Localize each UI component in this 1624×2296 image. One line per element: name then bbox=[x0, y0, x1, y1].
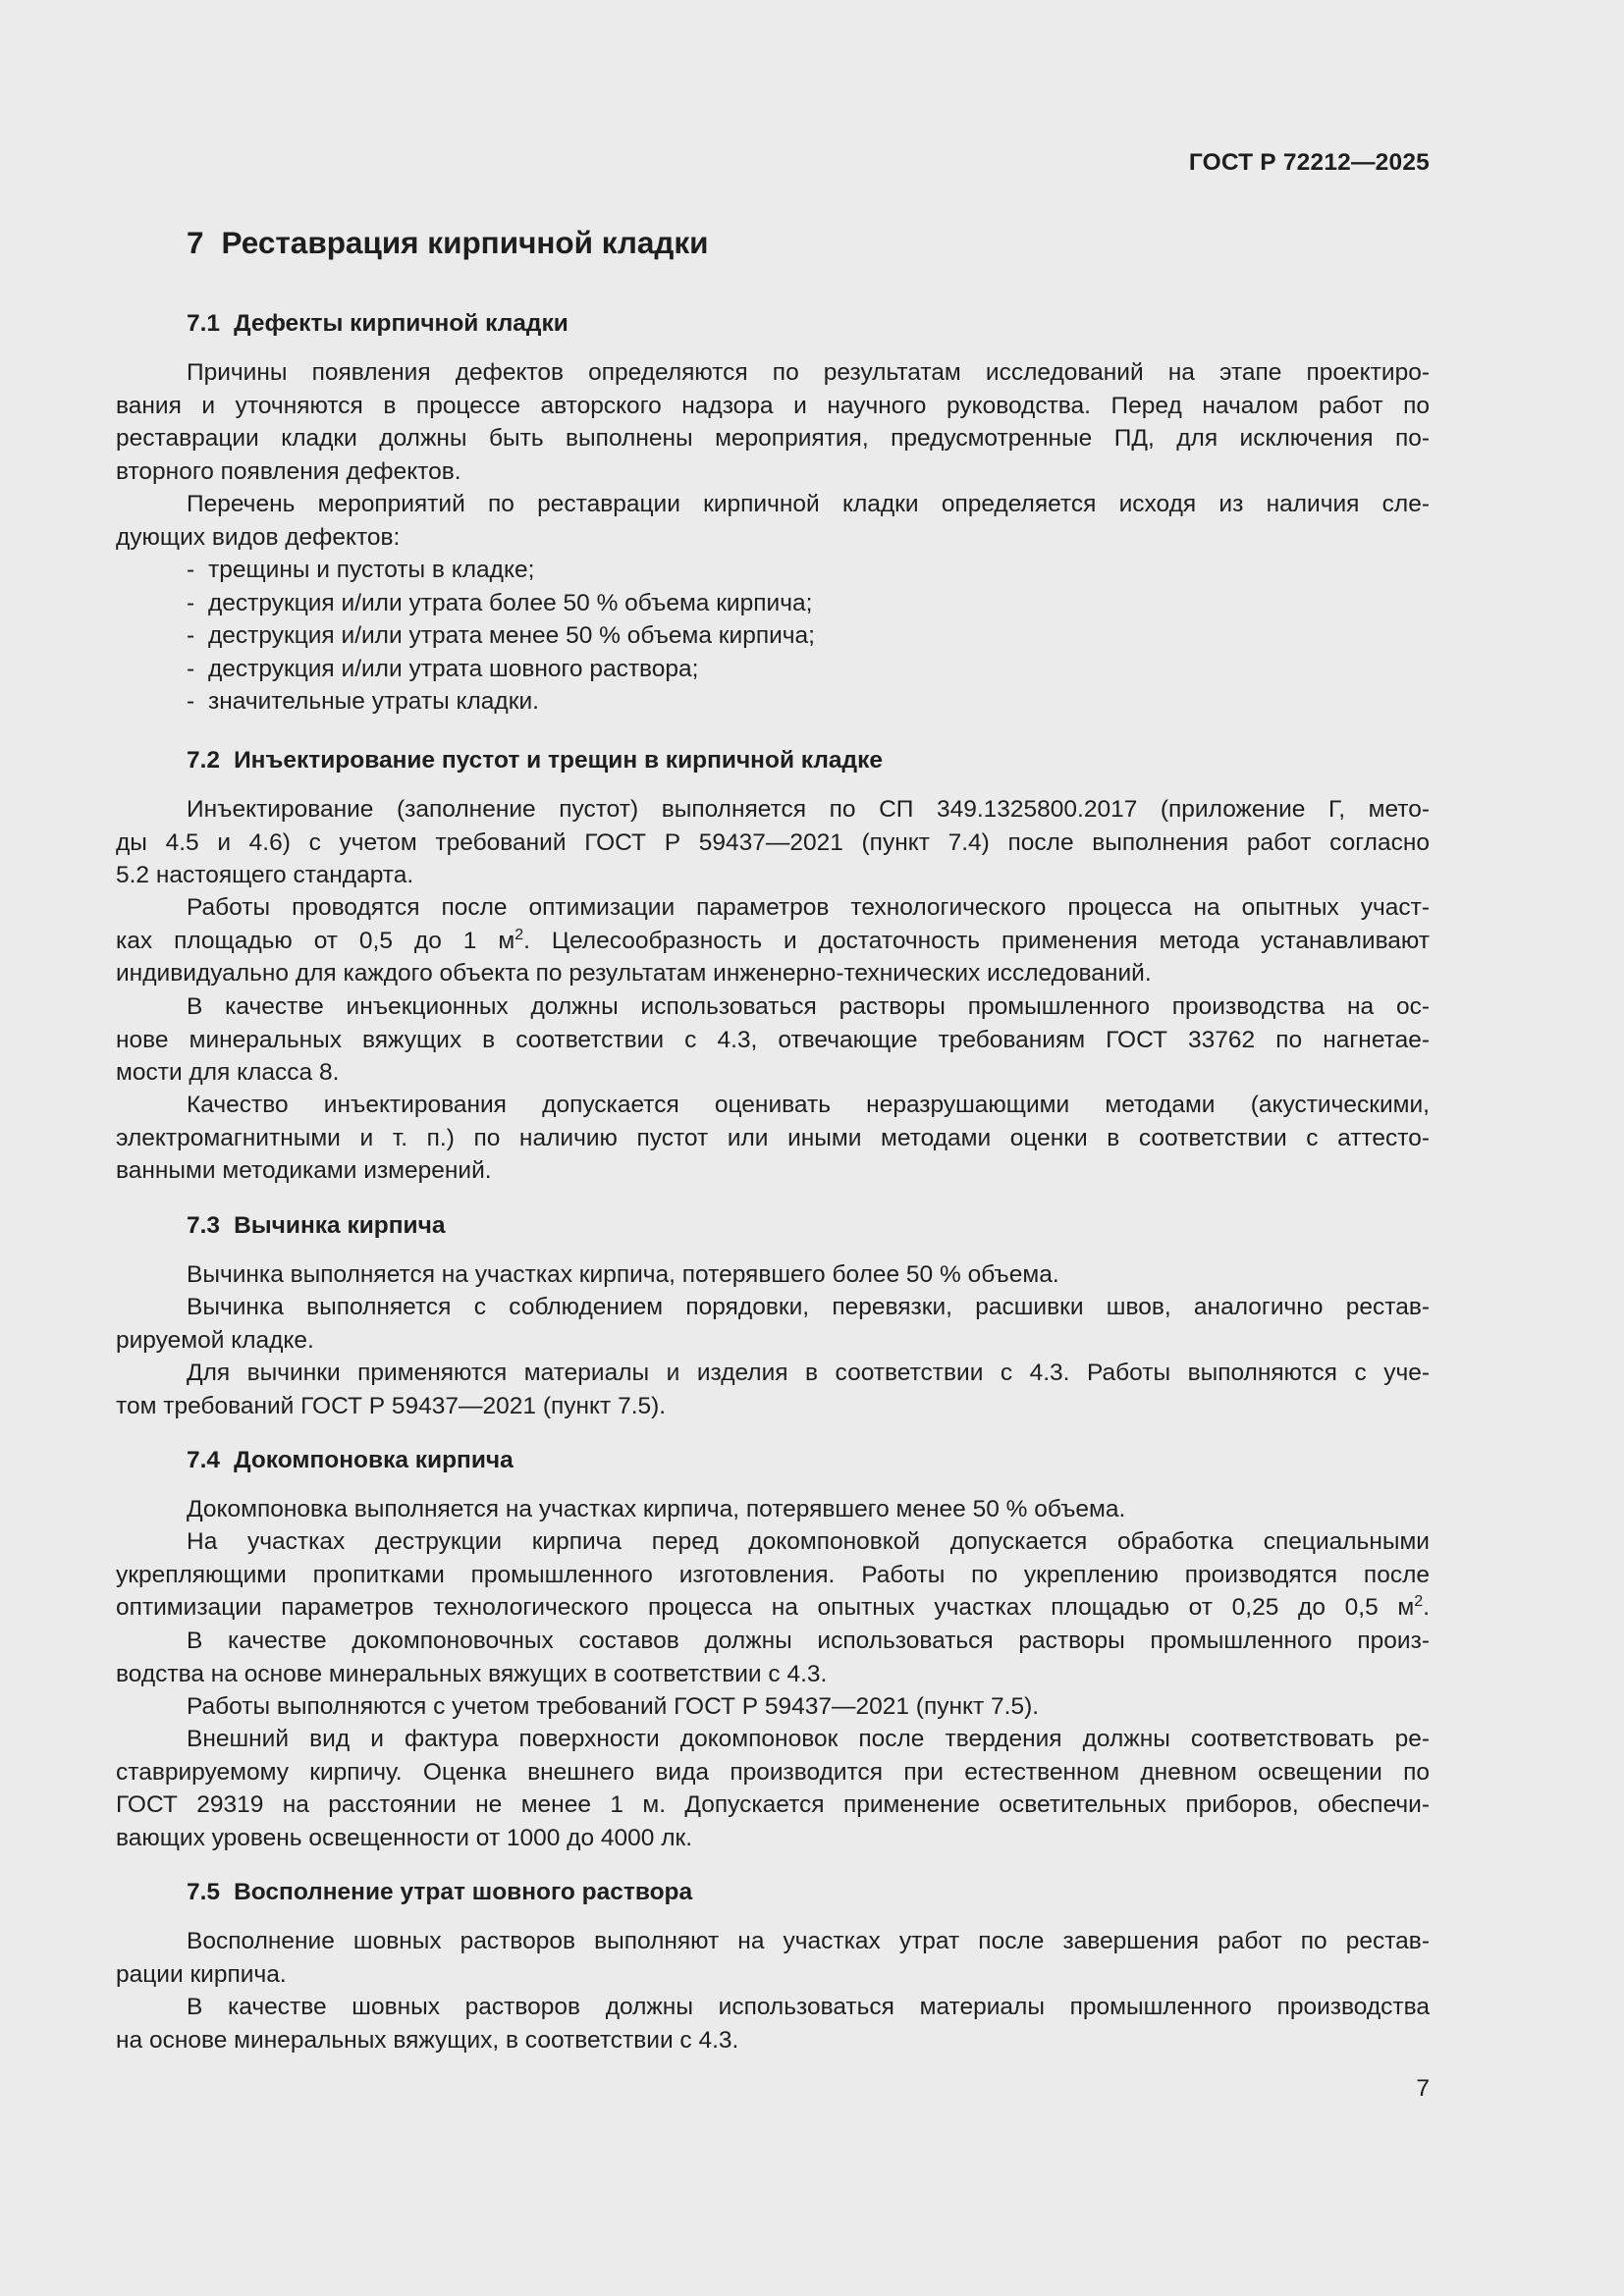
list-item: - деструкция и/или утрата менее 50 % объема кирпича; bbox=[187, 622, 815, 649]
subsection-7-2-title bbox=[187, 747, 883, 774]
list-item: - деструкция и/или утрата более 50 % объема кирпича; bbox=[187, 589, 813, 616]
text-line: том требований ГОСТ Р 59437—2021 (пункт 7.5). bbox=[116, 1392, 667, 1419]
text-line: ды 4.5 и 4.6) с учетом требований ГОСТ Р 59437—2021 (пункт 7.4) после выполнения работ согласно bbox=[116, 828, 1430, 856]
text-line: вторного появления дефектов. bbox=[116, 457, 461, 485]
paragraph-7-1-1 bbox=[116, 356, 1430, 488]
text-line: ванными методиками измерений. bbox=[116, 1157, 492, 1184]
paragraph-7-2-4 bbox=[116, 1089, 1430, 1188]
text-line: Инъектирование (заполнение пустот) выполняется по СП 349.1325800.2017 (приложение Г, мето- bbox=[187, 796, 1430, 823]
text-line: В качестве докомпоновочных составов должны использоваться растворы промышленного произ- bbox=[187, 1628, 1430, 1654]
text-line: На участках деструкции кирпича перед докомпоновкой допускается обработка специальными bbox=[187, 1528, 1430, 1555]
text-line: Работы выполняются с учетом требований ГОСТ Р 59437—2021 (пункт 7.5). bbox=[187, 1693, 1040, 1720]
defects-list bbox=[187, 554, 815, 719]
text-line: В качестве инъекционных должны использоваться растворы промышленного производства на ос- bbox=[187, 993, 1430, 1020]
text-line: рируемой кладке. bbox=[116, 1326, 314, 1354]
list-item: - деструкция и/или утрата шовного раствора; bbox=[187, 655, 699, 682]
paragraph-7-2-3 bbox=[116, 990, 1430, 1090]
text-line: Работы проводятся после оптимизации параметров технологического процесса на опытных участ- bbox=[187, 894, 1430, 921]
paragraph-7-4-3 bbox=[116, 1625, 1430, 1690]
text-line: индивидуально для каждого объекта по результатам инженерно-технических исследований. bbox=[116, 960, 1152, 987]
section-number: 7 bbox=[187, 225, 204, 260]
text-line: Восполнение шовных растворов выполняют на участках утрат после завершения работ по рестав- bbox=[187, 1928, 1430, 1954]
text-line: ках площадью от 0,5 до 1 $м^2$. Целесообразность и достаточность применения метода устанавливают bbox=[116, 926, 1430, 954]
subsection-number: 7.1 bbox=[187, 310, 221, 337]
list-item: - значительные утраты кладки. bbox=[187, 688, 539, 715]
subsection-title-text: Дефекты кирпичной кладки bbox=[234, 310, 568, 337]
text-line: ГОСТ 29319 на расстоянии не менее 1 м. Допускается применение осветительных приборов, обеспечи- bbox=[116, 1791, 1430, 1818]
text-line: вания и уточняются в процессе авторского надзора и научного руководства. Перед началом работ по bbox=[116, 392, 1430, 419]
text-line: на основе минеральных вяжущих, в соответствии с 4.3. bbox=[116, 2026, 739, 2054]
paragraph-7-5-1 bbox=[116, 1925, 1430, 1991]
text-line: электромагнитными и т. п.) по наличию пустот или иными методами оценки в соответствии с аттесто- bbox=[116, 1124, 1430, 1151]
paragraph-7-3-2 bbox=[116, 1291, 1430, 1357]
subsection-7-3-title bbox=[187, 1212, 445, 1240]
subsection-title-text: Инъектирование пустот и трещин в кирпичной кладке bbox=[234, 747, 884, 774]
text-line: водства на основе минеральных вяжущих в соответствии с 4.3. bbox=[116, 1660, 828, 1687]
subsection-title-text: Докомпоновка кирпича bbox=[234, 1447, 514, 1473]
text-line: Вычинка выполняется на участках кирпича, потерявшего более 50 % объема. bbox=[187, 1261, 1059, 1288]
paragraph-7-1-2 bbox=[116, 488, 1430, 554]
text-line: Внешний вид и фактура поверхности докомпоновок после твердения должны соответствовать ре- bbox=[187, 1726, 1430, 1752]
paragraph-7-2-2 bbox=[116, 891, 1430, 990]
text-line: Для вычинки применяются материалы и изделия в соответствии с 4.3. Работы выполняются с уче- bbox=[187, 1360, 1430, 1386]
text-line: дующих видов дефектов: bbox=[116, 523, 401, 551]
paragraph-7-4-4 bbox=[116, 1690, 1430, 1724]
subsection-title-text: Восполнение утрат шовного раствора bbox=[234, 1879, 693, 1905]
subsection-number: 7.4 bbox=[187, 1447, 221, 1473]
subsection-number: 7.3 bbox=[187, 1212, 221, 1239]
subsection-7-5-title bbox=[187, 1879, 692, 1906]
text-line: Перечень мероприятий по реставрации кирпичной кладки определяется исходя из наличия сле- bbox=[187, 491, 1430, 517]
document-id: ГОСТ Р 72212—2025 bbox=[1188, 149, 1430, 176]
document-page bbox=[116, 143, 1430, 2254]
text-line: ставрируемому кирпичу. Оценка внешнего вида производится при естественном дневном освещении по bbox=[116, 1758, 1430, 1786]
page-number: 7 bbox=[1416, 2075, 1430, 2102]
subsection-number: 7.5 bbox=[187, 1879, 221, 1905]
subsection-7-1-title bbox=[187, 310, 568, 338]
paragraph-7-3-3 bbox=[116, 1357, 1430, 1422]
text-line: Причины появления дефектов определяются по результатам исследований на этапе проектиро- bbox=[187, 359, 1430, 386]
section-title bbox=[187, 225, 709, 261]
text-line: нове минеральных вяжущих в соответствии с 4.3, отвечающие требованиям ГОСТ 33762 по нагнетае- bbox=[116, 1026, 1430, 1053]
text-line: Докомпоновка выполняется на участках кирпича, потерявшего менее 50 % объема. bbox=[187, 1496, 1126, 1522]
text-line: Вычинка выполняется с соблюдением порядовки, перевязки, расшивки швов, аналогично рестав- bbox=[187, 1294, 1430, 1320]
text-line: оптимизации параметров технологического процесса на опытных участках площадью от 0,25 до 0,5 $м^2$. bbox=[116, 1593, 1430, 1621]
text-line: Качество инъектирования допускается оценивать неразрушающими методами (акустическими, bbox=[187, 1092, 1430, 1118]
section-title-text: Реставрация кирпичной кладки bbox=[221, 225, 709, 260]
list-item: - трещины и пустоты в кладке; bbox=[187, 557, 535, 583]
subsection-7-4-title bbox=[187, 1447, 514, 1474]
paragraph-7-2-1 bbox=[116, 793, 1430, 892]
text-line: рации кирпича. bbox=[116, 1960, 287, 1988]
paragraph-7-5-2 bbox=[116, 1991, 1430, 2056]
subsection-title-text: Вычинка кирпича bbox=[234, 1212, 446, 1239]
text-line: укрепляющими пропитками промышленного изготовления. Работы по укреплению производятся после bbox=[116, 1561, 1430, 1588]
text-line: вающих уровень освещенности от 1000 до 4000 лк. bbox=[116, 1824, 693, 1851]
paragraph-7-4-2 bbox=[116, 1525, 1430, 1625]
subsection-number: 7.2 bbox=[187, 747, 221, 774]
text-line: мости для класса 8. bbox=[116, 1059, 340, 1086]
text-line: реставрации кладки должны быть выполнены мероприятия, предусмотренные ПД, для исключения по- bbox=[116, 425, 1430, 452]
text-line: 5.2 настоящего стандарта. bbox=[116, 862, 414, 888]
paragraph-7-4-1 bbox=[116, 1493, 1430, 1526]
paragraph-7-3-1 bbox=[116, 1258, 1430, 1292]
text-line: В качестве шовных растворов должны использоваться материалы промышленного производства bbox=[187, 1994, 1430, 2020]
paragraph-7-4-5 bbox=[116, 1723, 1430, 1854]
